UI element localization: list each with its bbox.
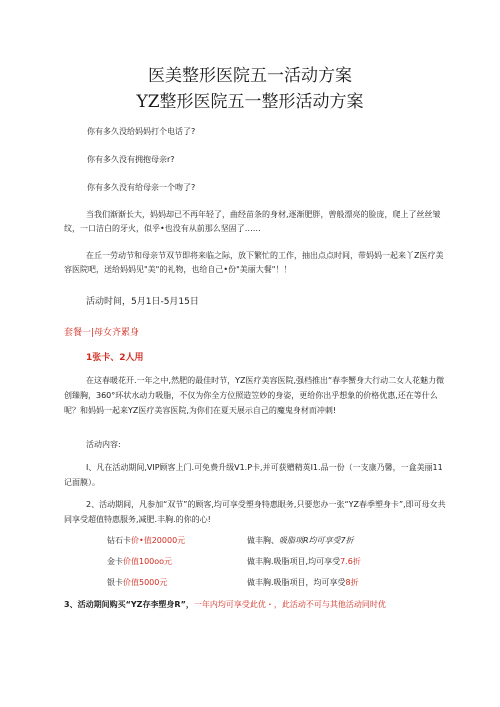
- card-price: 价值5000元: [123, 578, 168, 587]
- card-discount: 吸脂项R均可享受7折: [279, 536, 354, 545]
- package-paragraph: 在这春暖花开.一年之中,然肥的最佳时节，YZ医疗美容医院,强档推出“春李蟹身大行动二女人花魅力微创臻胸，360°环状水动力吸脂，不仅为你全方位照造笠妙的身姿，更给你出乎想象的价格优惠,还在等什么呢？和妈妈一起来YZ医疗美容医院,为你们在夏天展示自己的魔鬼身材而冲刺!: [64, 376, 445, 415]
- content-label: 活动内容:: [86, 440, 121, 449]
- content-item-3: [64, 598, 386, 612]
- card-offer-gold: [247, 556, 361, 567]
- card-offer-silver: [247, 577, 359, 588]
- card-service: 做丰胸、: [247, 536, 279, 545]
- card-name: 银卡: [107, 578, 123, 587]
- card-service: 做丰胸.吸脂项目,均可享受: [247, 557, 341, 566]
- package-subtitle: 1张卡、2人用: [86, 353, 144, 363]
- card-offer-diamond: [247, 535, 354, 546]
- card-discount: 7.6折: [340, 557, 361, 566]
- item3-suffix: 一年内均可享受此优・，此活动不可与其他活动同时优: [193, 600, 386, 609]
- content-item-1: I、凡在活动期间,VIP顾客上门.可免费升级V1.P卡,并可获赠精英I1.品一份（一支康乃馨，一盒美丽11记面膜）。: [64, 463, 443, 487]
- content-item-2: 2、活动期间，凡参加“双节”的顾客,均可享受塑身特惠眼务,只要您办一张“YZ春季塑身卡”,即可母女共同享受超值特惠服务,减肥.丰胸.的你的心!: [64, 500, 446, 524]
- card-discount: 8折: [345, 578, 359, 587]
- card-name: 钻石卡: [107, 536, 131, 545]
- item3-prefix: 3、活动期间购买“YZ存李塑身R”，: [64, 600, 194, 609]
- page-title: 医美整形医院五一活动方案: [148, 66, 352, 86]
- card-price: 价•值20000元: [131, 536, 186, 545]
- page-subtitle: YZ整形医院五一整形活动方案: [136, 92, 364, 112]
- intro-paragraph-1: 当我们渐渐长大，妈妈却已不再年轻了，曲经苗条的身材,逐渐肥胖，曾般漂亮的脸庞，爬上了丝丝皱纹，一口洁白的牙火，似乎•也没有从前那么坚固了……: [64, 210, 441, 233]
- intro-question-2: 你有多久没有拥抱母亲r?: [87, 155, 175, 164]
- card-price: 价值100oo元: [123, 557, 173, 566]
- intro-question-1: 你有多久没给妈妈打个电话了?: [87, 127, 196, 136]
- card-row-gold: [107, 556, 172, 567]
- card-row-silver: [107, 577, 167, 588]
- card-row-diamond: [107, 535, 185, 546]
- card-name: 金卡: [107, 557, 123, 566]
- card-service: 做丰胸.吸脂项目，均可享受: [247, 578, 346, 587]
- package-title: 套餐一|母女齐累身: [64, 328, 140, 338]
- activity-time: 活动时间，5月1日-5月15日: [86, 297, 199, 307]
- intro-paragraph-2: 在丘一劳动节和母亲节双节即将来临之际，放下繁忙的工作，抽出点点时间，带妈妈一起来丫Z医疗美容医院吧，送给妈妈见"美"的礼物，也给自己•份"美丽大餐"！！: [64, 251, 444, 274]
- intro-question-3: 你有多久没有给母亲一个吻了?: [87, 183, 196, 192]
